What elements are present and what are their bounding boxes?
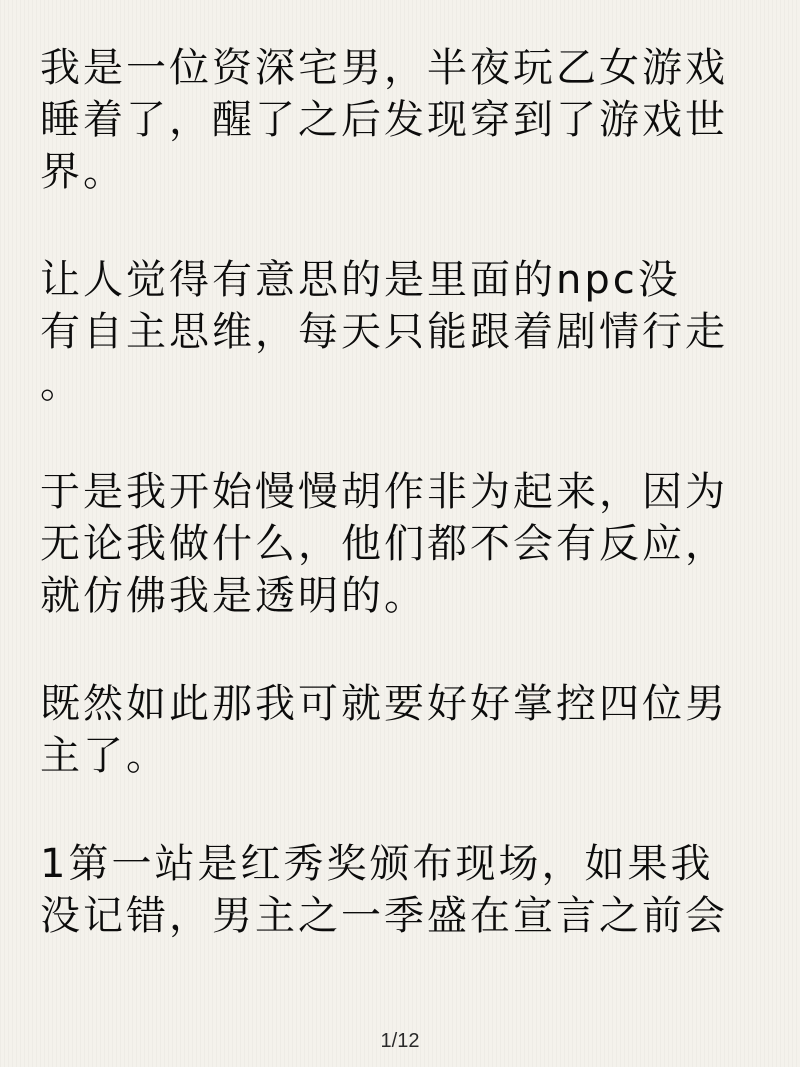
paragraph-line: 有自主思维，每天只能跟着剧情行走 (40, 309, 728, 355)
page-indicator: 1/12 (380, 1030, 420, 1052)
paragraph-1 (40, 42, 765, 198)
paragraph-line: 没记错，男主之一季盛在宣言之前会 (40, 893, 728, 939)
paragraph-line: 睡着了，醒了之后发现穿到了游戏世 (40, 97, 728, 143)
paragraph-2 (40, 254, 765, 410)
paragraph-line: 。 (40, 361, 83, 407)
paragraph-line: 我是一位资深宅男，半夜玩乙女游戏 (40, 45, 728, 91)
paragraph-4 (40, 678, 765, 782)
paragraph-5 (40, 838, 765, 942)
paragraph-line: 界。 (40, 149, 126, 195)
paragraph-line: 于是我开始慢慢胡作非为起来，因为 (40, 469, 728, 515)
paragraph-line: 就仿佛我是透明的。 (40, 573, 427, 619)
paragraph-line: 主了。 (40, 733, 169, 779)
paragraph-line: 1第一站是红秀奖颁布现场，如果我 (40, 841, 714, 887)
article-body (40, 42, 765, 998)
paragraph-3 (40, 466, 765, 622)
paragraph-line: 既然如此那我可就要好好掌控四位男 (40, 681, 728, 727)
paragraph-line: 无论我做什么，他们都不会有反应， (40, 521, 728, 567)
paragraph-line: 让人觉得有意思的是里面的npc没 (40, 257, 681, 303)
